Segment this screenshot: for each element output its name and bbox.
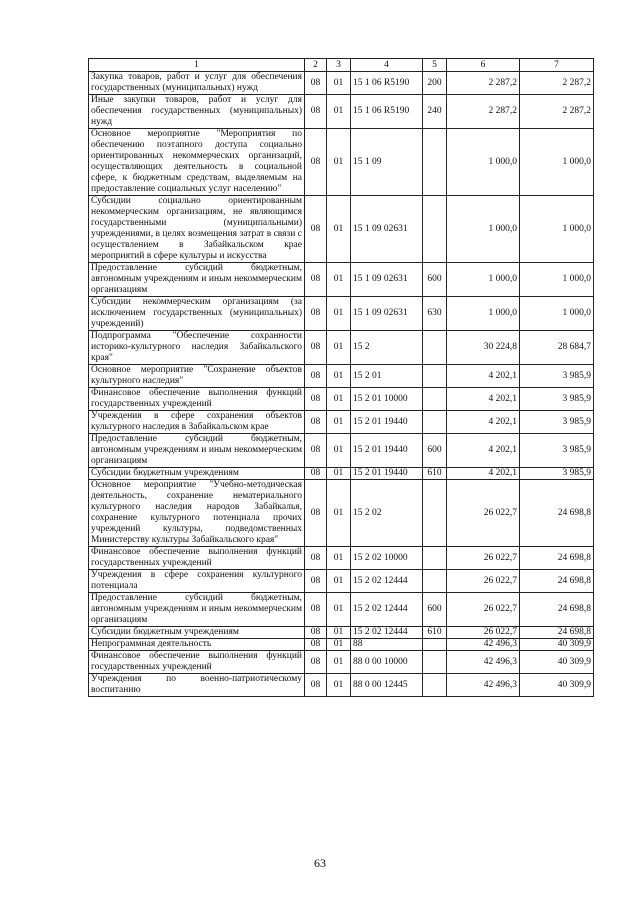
row-amount-col7: 24 698,8	[520, 627, 594, 639]
table-row	[89, 129, 594, 196]
row-expense-type	[423, 388, 447, 411]
row-target-code: 88	[351, 639, 423, 651]
table-row	[89, 196, 594, 263]
row-amount-col6: 2 287,2	[447, 95, 520, 129]
row-expense-type	[423, 365, 447, 388]
table-row	[89, 72, 594, 95]
row-amount-col6: 26 022,7	[447, 593, 520, 627]
row-subsection: 01	[327, 72, 351, 95]
table-row	[89, 468, 594, 480]
row-name: Учреждения по военно-патриотическому воспитанию	[89, 674, 305, 697]
row-name: Непрограммная деятельность	[89, 639, 305, 651]
row-target-code: 15 2 02	[351, 480, 423, 547]
row-section: 08	[305, 674, 327, 697]
row-name: Основное мероприятие "Учебно-методическая деятельность, сохранение нематериального культурного наследия народов Забайкалья, сохранение культурного потенциала прочих учреждений культуры, подведомственных Министерству культуры Забайкальского края"	[89, 480, 305, 547]
row-section: 08	[305, 72, 327, 95]
row-section: 08	[305, 480, 327, 547]
row-expense-type: 630	[423, 297, 447, 331]
row-section: 08	[305, 434, 327, 468]
header-cell: 4	[351, 59, 423, 72]
row-section: 08	[305, 196, 327, 263]
row-subsection: 01	[327, 570, 351, 593]
table-row	[89, 547, 594, 570]
row-expense-type	[423, 570, 447, 593]
row-target-code: 15 2	[351, 331, 423, 365]
row-name: Предоставление субсидий бюджетным, автономным учреждениям и иным некоммерческим организациям	[89, 593, 305, 627]
row-amount-col7: 40 309,9	[520, 651, 594, 674]
row-target-code: 15 1 06 R5190	[351, 95, 423, 129]
row-amount-col6: 42 496,3	[447, 651, 520, 674]
table-row	[89, 480, 594, 547]
table-row	[89, 263, 594, 297]
row-name: Основное мероприятие "Сохранение объектов культурного наследия"	[89, 365, 305, 388]
row-expense-type: 610	[423, 627, 447, 639]
header-cell: 3	[327, 59, 351, 72]
row-amount-col6: 4 202,1	[447, 434, 520, 468]
row-expense-type: 600	[423, 593, 447, 627]
row-section: 08	[305, 593, 327, 627]
table-row	[89, 651, 594, 674]
row-amount-col6: 4 202,1	[447, 365, 520, 388]
row-amount-col7: 2 287,2	[520, 72, 594, 95]
header-cell: 2	[305, 59, 327, 72]
row-name: Субсидии бюджетным учреждениям	[89, 468, 305, 480]
row-subsection: 01	[327, 434, 351, 468]
header-cell: 1	[89, 59, 305, 72]
row-amount-col6: 1 000,0	[447, 129, 520, 196]
row-amount-col7: 3 985,9	[520, 388, 594, 411]
header-cell: 7	[520, 59, 594, 72]
table-row	[89, 331, 594, 365]
row-amount-col7: 3 985,9	[520, 434, 594, 468]
row-name: Закупка товаров, работ и услуг для обеспечения государственных (муниципальных) нужд	[89, 72, 305, 95]
row-name: Субсидии бюджетным учреждениям	[89, 627, 305, 639]
row-amount-col6: 1 000,0	[447, 297, 520, 331]
row-expense-type	[423, 639, 447, 651]
row-target-code: 15 1 06 R5190	[351, 72, 423, 95]
row-expense-type: 610	[423, 468, 447, 480]
row-section: 08	[305, 411, 327, 434]
row-subsection: 01	[327, 411, 351, 434]
row-expense-type	[423, 480, 447, 547]
row-subsection: 01	[327, 331, 351, 365]
table-row	[89, 434, 594, 468]
row-subsection: 01	[327, 196, 351, 263]
row-amount-col7: 3 985,9	[520, 411, 594, 434]
row-name: Финансовое обеспечение выполнения функций государственных учреждений	[89, 547, 305, 570]
table-row	[89, 297, 594, 331]
row-target-code: 88 0 00 10000	[351, 651, 423, 674]
row-name: Основное мероприятие "Мероприятия по обеспечению поэтапного доступа социально ориентированных некоммерческих организаций, осуществляющих деятельность в социальной сфере, к бюджетным средствам, выделяемым на предоставление социальных услуг населению"	[89, 129, 305, 196]
table-row	[89, 627, 594, 639]
row-name: Учреждения в сфере сохранения культурного потенциала	[89, 570, 305, 593]
row-section: 08	[305, 263, 327, 297]
row-amount-col6: 26 022,7	[447, 547, 520, 570]
row-subsection: 01	[327, 388, 351, 411]
row-expense-type	[423, 547, 447, 570]
table-row	[89, 365, 594, 388]
row-target-code: 88 0 00 12445	[351, 674, 423, 697]
row-expense-type	[423, 674, 447, 697]
header-cell: 5	[423, 59, 447, 72]
row-subsection: 01	[327, 674, 351, 697]
row-section: 08	[305, 331, 327, 365]
row-amount-col6: 2 287,2	[447, 72, 520, 95]
table-row	[89, 593, 594, 627]
row-section: 08	[305, 129, 327, 196]
table-row	[89, 411, 594, 434]
row-amount-col6: 26 022,7	[447, 480, 520, 547]
row-target-code: 15 2 02 12444	[351, 593, 423, 627]
row-target-code: 15 1 09 02631	[351, 297, 423, 331]
row-target-code: 15 2 02 10000	[351, 547, 423, 570]
page-number: 63	[314, 856, 326, 870]
row-name: Иные закупки товаров, работ и услуг для обеспечения государственных (муниципальных) нужд	[89, 95, 305, 129]
row-target-code: 15 1 09 02631	[351, 263, 423, 297]
row-name: Учреждения в сфере сохранения объектов культурного наследия в Забайкальском крае	[89, 411, 305, 434]
row-section: 08	[305, 639, 327, 651]
row-target-code: 15 2 01	[351, 365, 423, 388]
row-section: 08	[305, 388, 327, 411]
row-target-code: 15 2 01 10000	[351, 388, 423, 411]
row-section: 08	[305, 651, 327, 674]
table-row	[89, 674, 594, 697]
header-cell: 6	[447, 59, 520, 72]
row-target-code: 15 2 02 12444	[351, 627, 423, 639]
row-amount-col7: 28 684,7	[520, 331, 594, 365]
row-name: Субсидии некоммерческим организациям (за исключением государственных (муниципальных) учреждений)	[89, 297, 305, 331]
row-subsection: 01	[327, 263, 351, 297]
row-amount-col6: 1 000,0	[447, 196, 520, 263]
row-amount-col7: 1 000,0	[520, 129, 594, 196]
row-target-code: 15 1 09 02631	[351, 196, 423, 263]
row-subsection: 01	[327, 95, 351, 129]
table-row	[89, 388, 594, 411]
row-amount-col7: 1 000,0	[520, 196, 594, 263]
row-amount-col6: 30 224,8	[447, 331, 520, 365]
row-section: 08	[305, 365, 327, 388]
row-expense-type	[423, 129, 447, 196]
row-subsection: 01	[327, 547, 351, 570]
row-amount-col6: 4 202,1	[447, 468, 520, 480]
row-amount-col7: 40 309,9	[520, 674, 594, 697]
row-amount-col6: 4 202,1	[447, 388, 520, 411]
row-expense-type: 600	[423, 263, 447, 297]
row-section: 08	[305, 95, 327, 129]
table-row	[89, 95, 594, 129]
row-amount-col6: 4 202,1	[447, 411, 520, 434]
row-amount-col7: 24 698,8	[520, 547, 594, 570]
row-name: Предоставление субсидий бюджетным, автономным учреждениям и иным некоммерческим организациям	[89, 263, 305, 297]
row-expense-type	[423, 331, 447, 365]
row-amount-col6: 42 496,3	[447, 674, 520, 697]
row-amount-col6: 26 022,7	[447, 627, 520, 639]
row-expense-type: 600	[423, 434, 447, 468]
row-amount-col6: 1 000,0	[447, 263, 520, 297]
row-section: 08	[305, 547, 327, 570]
row-name: Подпрограмма "Обеспечение сохранности историко-культурного наследия Забайкальского края"	[89, 331, 305, 365]
row-target-code: 15 1 09	[351, 129, 423, 196]
row-expense-type	[423, 651, 447, 674]
row-expense-type: 240	[423, 95, 447, 129]
row-subsection: 01	[327, 651, 351, 674]
row-name: Финансовое обеспечение выполнения функций государственных учреждений	[89, 651, 305, 674]
row-name: Предоставление субсидий бюджетным, автономным учреждениям и иным некоммерческим организациям	[89, 434, 305, 468]
row-subsection: 01	[327, 480, 351, 547]
row-subsection: 01	[327, 297, 351, 331]
row-subsection: 01	[327, 593, 351, 627]
row-expense-type	[423, 411, 447, 434]
row-section: 08	[305, 627, 327, 639]
row-expense-type	[423, 196, 447, 263]
row-amount-col7: 24 698,8	[520, 593, 594, 627]
row-subsection: 01	[327, 639, 351, 651]
row-target-code: 15 2 01 19440	[351, 434, 423, 468]
row-section: 08	[305, 297, 327, 331]
row-subsection: 01	[327, 365, 351, 388]
table-row	[89, 639, 594, 651]
row-target-code: 15 2 02 12444	[351, 570, 423, 593]
budget-table	[88, 58, 594, 697]
row-amount-col7: 1 000,0	[520, 263, 594, 297]
row-amount-col7: 24 698,8	[520, 480, 594, 547]
row-target-code: 15 2 01 19440	[351, 411, 423, 434]
table-header-row	[89, 59, 594, 72]
row-amount-col6: 26 022,7	[447, 570, 520, 593]
table-row	[89, 570, 594, 593]
row-amount-col7: 3 985,9	[520, 468, 594, 480]
row-amount-col7: 40 309,9	[520, 639, 594, 651]
row-name: Субсидии социально ориентированным некоммерческим организациям, не являющимся государственными (муниципальными) учреждениями, в целях возмещения затрат в связи с осуществлением в Забайкальском крае мероприятий в сфере культуры и искусства	[89, 196, 305, 263]
row-expense-type: 200	[423, 72, 447, 95]
row-name: Финансовое обеспечение выполнения функций государственных учреждений	[89, 388, 305, 411]
row-amount-col6: 42 496,3	[447, 639, 520, 651]
row-amount-col7: 1 000,0	[520, 297, 594, 331]
row-amount-col7: 3 985,9	[520, 365, 594, 388]
row-amount-col7: 24 698,8	[520, 570, 594, 593]
row-section: 08	[305, 468, 327, 480]
row-target-code: 15 2 01 19440	[351, 468, 423, 480]
row-subsection: 01	[327, 627, 351, 639]
row-subsection: 01	[327, 129, 351, 196]
row-subsection: 01	[327, 468, 351, 480]
row-section: 08	[305, 570, 327, 593]
row-amount-col7: 2 287,2	[520, 95, 594, 129]
